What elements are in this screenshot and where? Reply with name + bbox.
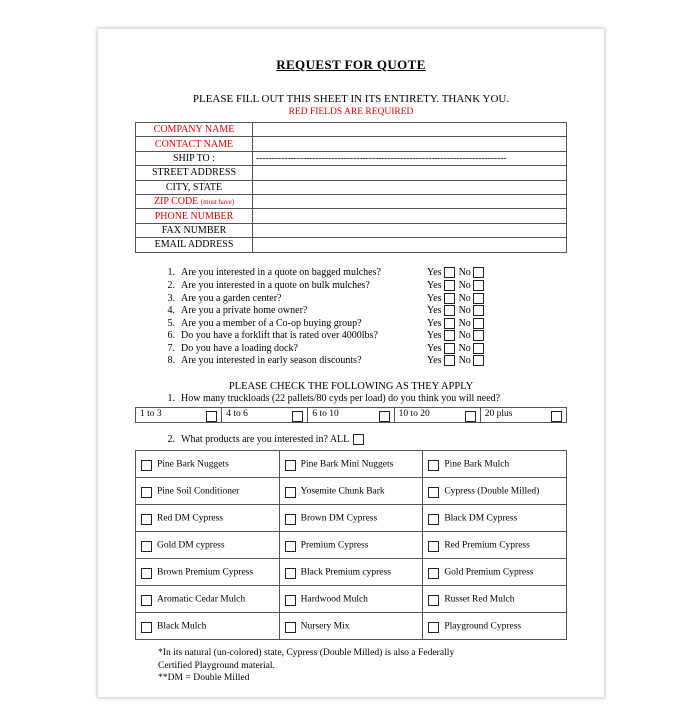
yes-checkbox[interactable] (444, 318, 455, 329)
truckload-options-table (135, 407, 567, 423)
question-text: Are you a member of a Co-op buying group? (181, 317, 362, 329)
product-label: Hardwood Mulch (300, 594, 368, 605)
product-cell[interactable] (423, 613, 567, 640)
product-label: Black DM Cypress (444, 513, 518, 524)
list-item (122, 342, 580, 355)
page-title: REQUEST FOR QUOTE (276, 57, 426, 72)
yes-checkbox[interactable] (444, 305, 455, 316)
product-checkbox[interactable] (428, 595, 439, 606)
table-row (136, 478, 567, 505)
yes-no-question-list (122, 267, 580, 368)
product-cell[interactable] (279, 613, 423, 640)
product-label: Brown DM Cypress (300, 513, 378, 524)
question-number: 1. (167, 267, 175, 279)
product-checkbox[interactable] (141, 568, 152, 579)
product-cell[interactable] (423, 532, 567, 559)
product-label: Red DM Cypress (157, 513, 223, 524)
truckload-checkbox[interactable] (292, 411, 303, 422)
question-text: Are you interested in early season discounts? (181, 355, 362, 367)
product-cell[interactable] (279, 505, 423, 532)
table-row (136, 408, 567, 423)
yes-checkbox[interactable] (444, 355, 455, 366)
product-cell[interactable] (279, 451, 423, 478)
product-checkbox[interactable] (141, 460, 152, 471)
no-label: No (458, 342, 471, 354)
yes-no-group (427, 330, 484, 341)
no-checkbox[interactable] (473, 318, 484, 329)
product-checkbox[interactable] (141, 595, 152, 606)
yes-label: Yes (427, 342, 442, 354)
table-row (136, 532, 567, 559)
field-label: PHONE NUMBER (136, 209, 253, 223)
field-label: FAX NUMBER (136, 223, 253, 237)
list-item (122, 317, 580, 330)
product-cell[interactable] (136, 586, 280, 613)
question-number: 7. (167, 342, 175, 354)
question-number: 2. (167, 434, 175, 446)
field-value[interactable] (253, 180, 567, 194)
product-label: Nursery Mix (300, 621, 350, 632)
product-label: Aromatic Cedar Mulch (157, 594, 246, 605)
no-label: No (458, 355, 471, 367)
no-checkbox[interactable] (473, 267, 484, 278)
products-question (122, 434, 580, 445)
list-item (122, 279, 580, 292)
product-cell[interactable] (136, 532, 280, 559)
product-checkbox[interactable] (141, 487, 152, 498)
products-table (135, 450, 567, 640)
field-value[interactable] (253, 194, 567, 208)
no-label: No (458, 330, 471, 342)
yes-label: Yes (427, 267, 442, 279)
truckload-option-cell[interactable] (136, 408, 222, 423)
product-label: Russet Red Mulch (444, 594, 515, 605)
field-label (136, 194, 253, 208)
truckload-option-cell[interactable] (480, 408, 566, 423)
product-cell[interactable] (136, 613, 280, 640)
truckload-checkbox[interactable] (551, 411, 562, 422)
field-value[interactable] (253, 209, 567, 223)
truckload-option-label: 4 to 6 (226, 408, 248, 419)
question-number: 5. (167, 317, 175, 329)
yes-no-group (427, 293, 484, 304)
field-value[interactable] (253, 166, 567, 180)
table-row (136, 137, 567, 151)
product-checkbox[interactable] (141, 541, 152, 552)
product-cell[interactable] (423, 478, 567, 505)
product-checkbox[interactable] (285, 595, 296, 606)
no-checkbox[interactable] (473, 343, 484, 354)
question-number: 6. (167, 330, 175, 342)
truckload-option-cell[interactable] (308, 408, 394, 423)
footnote-line: *In its natural (un-colored) state, Cypress (Double Milled) is also a Federally (158, 647, 455, 659)
product-label: Premium Cypress (300, 540, 369, 551)
yes-no-group (427, 355, 484, 366)
product-label: Cypress (Double Milled) (444, 486, 540, 497)
field-label-text: ZIP CODE (153, 196, 199, 208)
list-item (122, 329, 580, 342)
list-item (122, 267, 580, 280)
footnote-line: Certified Playground material. (158, 659, 275, 671)
truckload-option-label: 20 plus (484, 408, 513, 419)
yes-label: Yes (427, 330, 442, 342)
table-row (136, 209, 567, 223)
yes-label: Yes (427, 317, 442, 329)
table-row (136, 451, 567, 478)
product-cell[interactable] (136, 505, 280, 532)
no-checkbox[interactable] (473, 280, 484, 291)
field-label: CITY, STATE (136, 180, 253, 194)
product-checkbox[interactable] (428, 487, 439, 498)
product-checkbox[interactable] (285, 541, 296, 552)
field-label: COMPANY NAME (136, 123, 253, 137)
question-number: 4. (167, 305, 175, 317)
question-number: 1. (167, 393, 175, 405)
product-cell[interactable] (279, 478, 423, 505)
product-checkbox[interactable] (141, 514, 152, 525)
product-cell[interactable] (136, 559, 280, 586)
product-checkbox[interactable] (285, 622, 296, 633)
yes-no-group (427, 318, 484, 329)
no-checkbox[interactable] (473, 305, 484, 316)
yes-no-group (427, 343, 484, 354)
instruction-text: PLEASE FILL OUT THIS SHEET IN ITS ENTIRETY. THANK YOU. (192, 93, 510, 105)
product-label: Pine Bark Mulch (444, 459, 510, 470)
footnote-line: **DM = Double Milled (158, 671, 250, 683)
truckload-option-label: 6 to 10 (312, 408, 339, 419)
product-checkbox[interactable] (428, 514, 439, 525)
contact-info-table (135, 122, 567, 253)
field-label: CONTACT NAME (136, 137, 253, 151)
no-label: No (458, 267, 471, 279)
field-value[interactable] (253, 238, 567, 252)
product-label: Brown Premium Cypress (157, 567, 254, 578)
yes-no-group (427, 280, 484, 291)
no-label: No (458, 317, 471, 329)
field-value[interactable] (253, 137, 567, 151)
table-row (136, 238, 567, 252)
truckload-option-cell[interactable] (222, 408, 308, 423)
field-label: STREET ADDRESS (136, 166, 253, 180)
product-label: Black Mulch (157, 621, 207, 632)
field-label: EMAIL ADDRESS (136, 238, 253, 252)
no-checkbox[interactable] (473, 293, 484, 304)
document-page (97, 28, 605, 698)
question-number: 2. (167, 279, 175, 291)
truckload-checkbox[interactable] (379, 411, 390, 422)
product-cell[interactable] (279, 586, 423, 613)
yes-label: Yes (427, 355, 442, 367)
product-checkbox[interactable] (141, 622, 152, 633)
product-checkbox[interactable] (285, 568, 296, 579)
table-row (136, 613, 567, 640)
question-text: Do you have a loading dock? (181, 342, 298, 354)
product-label: Red Premium Cypress (444, 540, 530, 551)
product-label: Pine Bark Mini Nuggets (300, 459, 394, 470)
product-cell[interactable] (279, 559, 423, 586)
product-cell[interactable] (279, 532, 423, 559)
list-item (122, 304, 580, 317)
product-checkbox[interactable] (428, 460, 439, 471)
question-number: 8. (167, 355, 175, 367)
product-label: Pine Soil Conditioner (157, 486, 240, 497)
truckload-option-label: 1 to 3 (140, 408, 162, 419)
yes-label: Yes (427, 279, 442, 291)
yes-label: Yes (427, 292, 442, 304)
yes-checkbox[interactable] (444, 267, 455, 278)
table-row (136, 123, 567, 137)
product-label: Gold DM cypress (157, 540, 225, 551)
yes-label: Yes (427, 305, 442, 317)
list-item (122, 292, 580, 305)
product-label: Gold Premium Cypress (444, 567, 534, 578)
yes-no-group (427, 267, 484, 278)
no-checkbox[interactable] (473, 330, 484, 341)
yes-checkbox[interactable] (444, 330, 455, 341)
truckload-checkbox[interactable] (465, 411, 476, 422)
product-label: Pine Bark Nuggets (157, 459, 229, 470)
product-checkbox[interactable] (285, 487, 296, 498)
question-text: What products are you interested in? ALL (181, 434, 350, 446)
product-checkbox[interactable] (285, 514, 296, 525)
section-heading-apply: PLEASE CHECK THE FOLLOWING AS THEY APPLY (228, 381, 474, 393)
yes-checkbox[interactable] (444, 280, 455, 291)
product-label: Black Premium cypress (300, 567, 391, 578)
yes-no-group (427, 305, 484, 316)
question-text: Are you interested in a quote on bagged mulches? (181, 267, 381, 279)
product-label: Yosemite Chunk Bark (300, 486, 385, 497)
table-row (136, 166, 567, 180)
field-value[interactable]: -------------------------------------------------------------------------------- (253, 151, 567, 165)
field-label: SHIP TO : (136, 151, 253, 165)
truckload-option-cell[interactable] (394, 408, 480, 423)
product-label: Playground Cypress (444, 621, 522, 632)
product-cell[interactable] (136, 478, 280, 505)
all-products-checkbox[interactable] (353, 434, 364, 445)
required-fields-note: RED FIELDS ARE REQUIRED (288, 107, 414, 117)
field-value[interactable] (253, 123, 567, 137)
table-row (136, 559, 567, 586)
question-number: 3. (167, 292, 175, 304)
table-row (136, 180, 567, 194)
product-cell[interactable] (423, 505, 567, 532)
field-value[interactable] (253, 223, 567, 237)
no-label: No (458, 279, 471, 291)
truckload-option-label: 10 to 20 (398, 408, 430, 419)
truckload-question (122, 393, 580, 404)
no-label: No (458, 292, 471, 304)
question-text: Are you interested in a quote on bulk mulches? (181, 279, 370, 291)
no-label: No (458, 305, 471, 317)
table-row (136, 223, 567, 237)
product-cell[interactable] (136, 451, 280, 478)
footnotes (122, 647, 580, 684)
truckload-checkbox[interactable] (206, 411, 217, 422)
question-text: Are you a garden center? (181, 292, 282, 304)
no-checkbox[interactable] (473, 355, 484, 366)
field-label-hint: (must have) (200, 198, 235, 207)
product-cell[interactable] (423, 451, 567, 478)
product-checkbox[interactable] (428, 622, 439, 633)
product-checkbox[interactable] (428, 568, 439, 579)
product-checkbox[interactable] (285, 460, 296, 471)
table-row (136, 586, 567, 613)
list-item (122, 355, 580, 368)
question-text: Are you a private home owner? (181, 305, 308, 317)
yes-checkbox[interactable] (444, 293, 455, 304)
table-row (136, 151, 567, 165)
product-checkbox[interactable] (428, 541, 439, 552)
question-text: Do you have a forklift that is rated over 4000lbs? (181, 330, 378, 342)
yes-checkbox[interactable] (444, 343, 455, 354)
product-cell[interactable] (423, 559, 567, 586)
table-row (136, 505, 567, 532)
table-row (136, 194, 567, 208)
question-text: How many truckloads (22 pallets/80 cyds per load) do you think you will need? (181, 393, 501, 405)
product-cell[interactable] (423, 586, 567, 613)
